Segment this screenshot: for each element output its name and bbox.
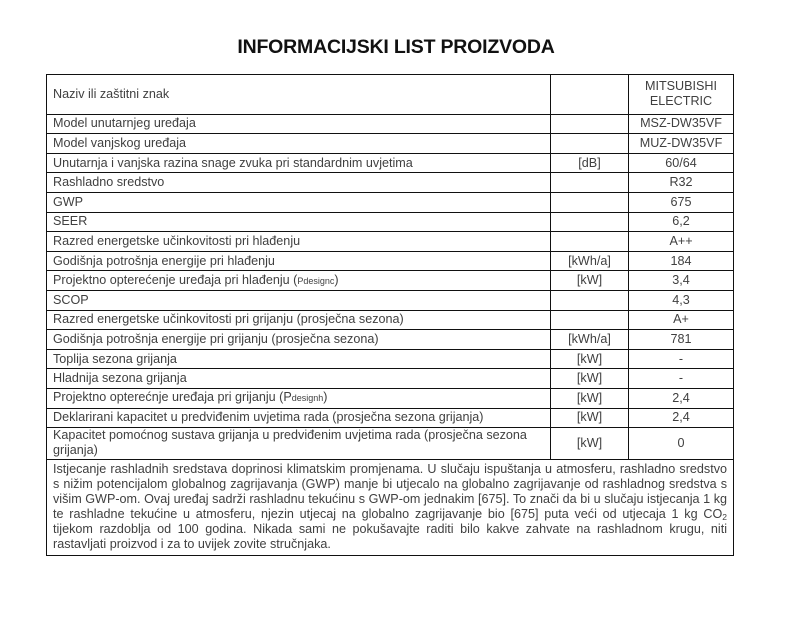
row-unit: [kW] (551, 271, 629, 291)
table-row (47, 388, 734, 408)
table-row (47, 232, 734, 252)
row-unit: [kW] (551, 369, 629, 389)
row-value: 4,3 (629, 290, 734, 310)
table-row (47, 290, 734, 310)
table-row (47, 271, 734, 291)
row-unit (551, 192, 629, 212)
row-unit: [kW] (551, 349, 629, 369)
row-value: 60/64 (629, 153, 734, 173)
table-row (47, 349, 734, 369)
product-info-table (46, 74, 734, 556)
row-label-end: ) (323, 390, 328, 405)
row-label: Model unutarnjeg uređaja (47, 114, 551, 134)
row-unit (551, 212, 629, 232)
table-row (47, 153, 734, 173)
row-unit (551, 114, 629, 134)
row-value: MUZ-DW35VF (629, 134, 734, 154)
row-label: Kapacitet pomoćnog sustava grijanja u predviđenim uvjetima rada (prosječna sezona grijanja) (47, 428, 551, 460)
row-unit: [kW] (551, 428, 629, 460)
row-label: Hladnija sezona grijanja (47, 369, 551, 389)
row-label: Deklarirani kapacitet u predviđenim uvjetima rada (prosječna sezona grijanja) (47, 408, 551, 428)
table-row (47, 251, 734, 271)
row-label: SCOP (47, 290, 551, 310)
table-row (47, 212, 734, 232)
footnote-row (47, 459, 734, 555)
row-unit (551, 310, 629, 330)
row-unit (551, 290, 629, 310)
table-row (47, 114, 734, 134)
row-unit: [kW] (551, 408, 629, 428)
note-subscript: 2 (722, 511, 727, 522)
note-text-part2: tijekom razdoblja od 100 godina. Nikada sami ne pokušavajte raditi bilo kakve zahvate na rashladnom krugu, niti rastavljati proizvod i za to uvijek zovite stručnjaka. (53, 521, 727, 551)
row-label: Toplija sezona grijanja (47, 349, 551, 369)
row-unit: [kWh/a] (551, 330, 629, 350)
table-row (47, 75, 734, 115)
row-value: 3,4 (629, 271, 734, 291)
row-value: 0 (629, 428, 734, 460)
note-text-part1: Istjecanje rashladnih sredstava doprinosi klimatskim promjenama. U slučaju ispuštanja u atmosferu, rashladno sredstvo s nižim potencijalom globalnog zagrijavanja (GWP) manje bi utjecalo na globalno zagrijavanje od rashladnog sredstva s višim GWP-om. Ovaj uređaj sadrži rashladnu tekućinu s GWP-om jednakim [675]. To znači da bi u slučaju istjecanja 1 kg te rashladne tekućine u atmosferu, njezin utjecaj na globalno zagrijavanje bio [675] puta veći od utjecaja 1 kg CO (53, 461, 727, 521)
row-unit (551, 232, 629, 252)
brand-value (629, 75, 734, 115)
row-unit (551, 75, 629, 115)
table-row (47, 330, 734, 350)
row-label-subscript: designh (291, 393, 324, 404)
row-label-end: ) (334, 272, 339, 287)
refrigerant-note (47, 459, 734, 555)
page-title: INFORMACIJSKI LIST PROIZVODA (237, 36, 555, 58)
table-row (47, 369, 734, 389)
row-label: Godišnja potrošnja energije pri hlađenju (47, 251, 551, 271)
row-value: - (629, 349, 734, 369)
row-label-text: Projektno opterećnje uređaja pri grijanju (P (53, 390, 292, 405)
row-value: 6,2 (629, 212, 734, 232)
row-label-subscript: Pdesignc (297, 275, 335, 286)
row-label: Razred energetske učinkovitosti pri grijanju (prosječna sezona) (47, 310, 551, 330)
row-unit: [kWh/a] (551, 251, 629, 271)
row-label-text: Projektno opterećenje uređaja pri hlađenju ( (53, 272, 298, 287)
row-label: Model vanjskog uređaja (47, 134, 551, 154)
row-value: 781 (629, 330, 734, 350)
table-row (47, 428, 734, 460)
row-value: R32 (629, 173, 734, 193)
row-value: MSZ-DW35VF (629, 114, 734, 134)
row-value: A++ (629, 232, 734, 252)
row-label: Godišnja potrošnja energije pri grijanju (prosječna sezona) (47, 330, 551, 350)
row-value: 184 (629, 251, 734, 271)
row-value: A+ (629, 310, 734, 330)
row-label (47, 388, 551, 408)
brand-line-2: ELECTRIC (649, 94, 713, 109)
table-row (47, 173, 734, 193)
table-row (47, 134, 734, 154)
row-label: Razred energetske učinkovitosti pri hlađenju (47, 232, 551, 252)
row-label: Naziv ili zaštitni znak (47, 75, 551, 115)
table-row (47, 408, 734, 428)
row-value: 675 (629, 192, 734, 212)
row-value: 2,4 (629, 388, 734, 408)
row-label: SEER (47, 212, 551, 232)
row-value: 2,4 (629, 408, 734, 428)
row-unit (551, 134, 629, 154)
table-row (47, 192, 734, 212)
row-label: Rashladno sredstvo (47, 173, 551, 193)
row-unit: [kW] (551, 388, 629, 408)
row-label: Unutarnja i vanjska razina snage zvuka pri standardnim uvjetima (47, 153, 551, 173)
row-label: GWP (47, 192, 551, 212)
brand-line-1: MITSUBISHI (644, 79, 718, 94)
row-label (47, 271, 551, 291)
table-row (47, 310, 734, 330)
row-unit: [dB] (551, 153, 629, 173)
row-value: - (629, 369, 734, 389)
row-unit (551, 173, 629, 193)
